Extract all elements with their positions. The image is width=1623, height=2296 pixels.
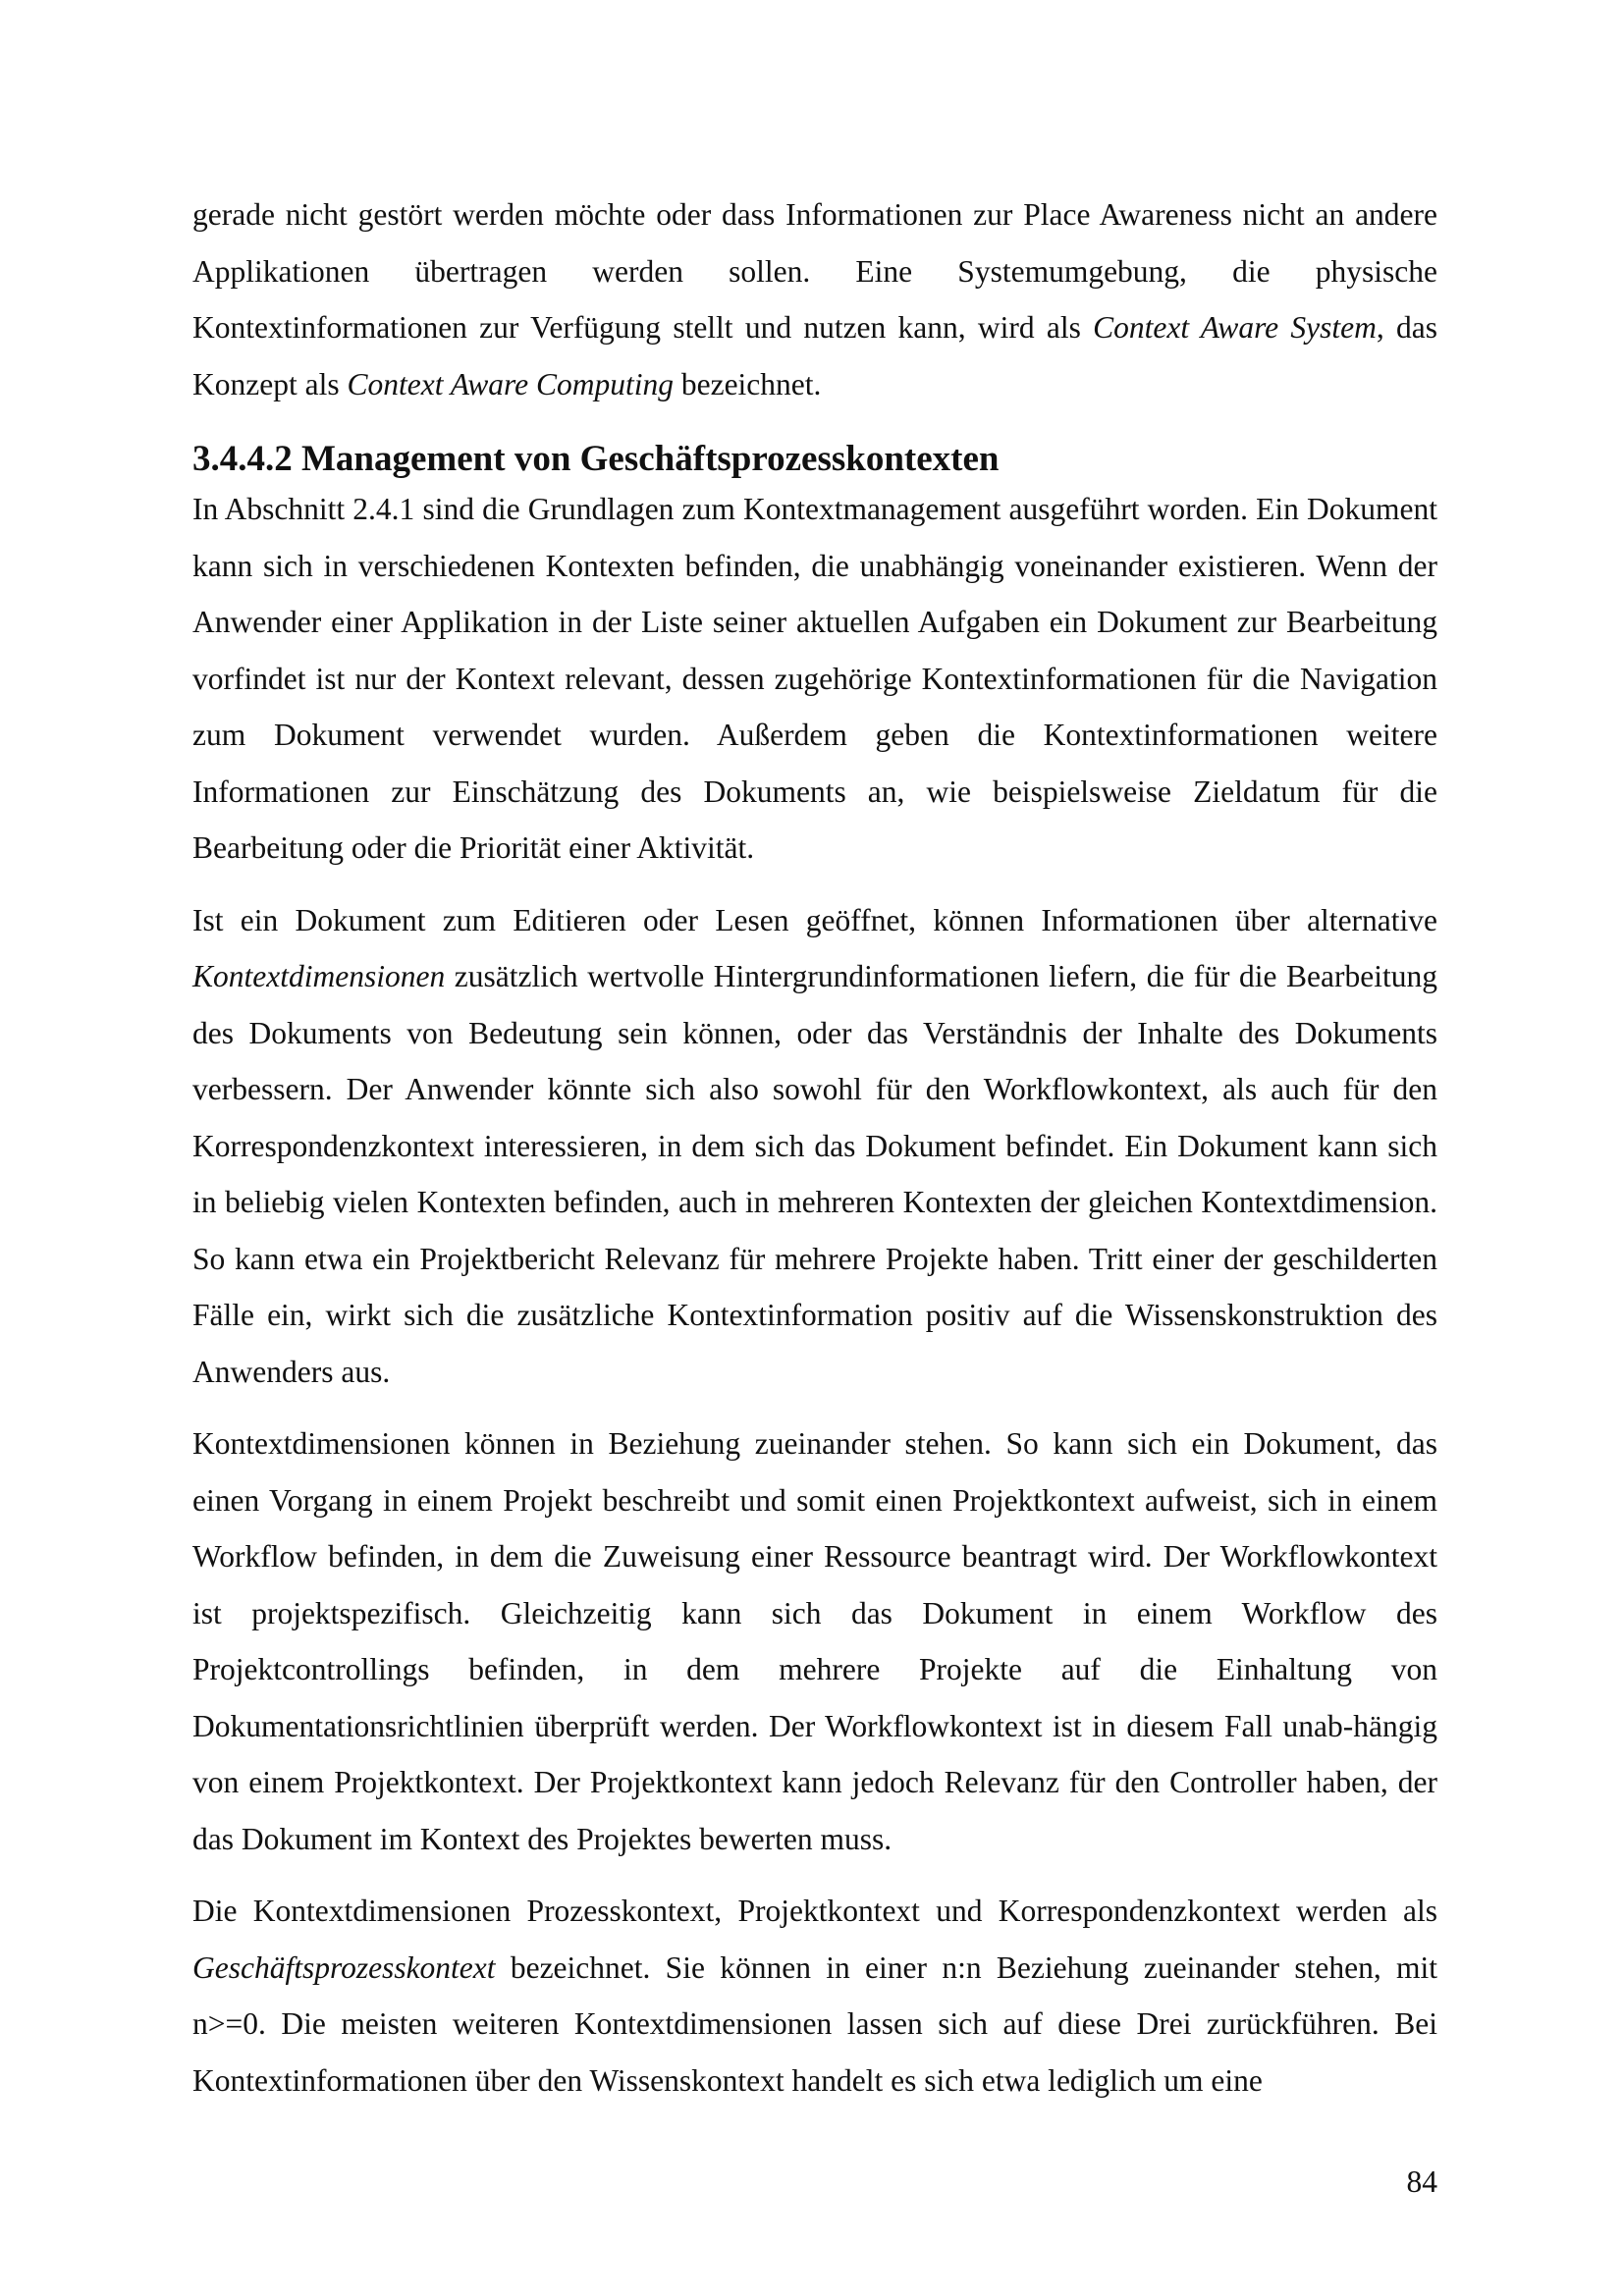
text-run: bezeichnet. — [673, 366, 822, 401]
emphasis-term: Kontextdimensionen — [192, 959, 446, 993]
paragraph-business-process-context — [192, 1883, 1437, 2109]
text-run: Die Kontextdimensionen Prozesskontext, Projektkontext und Korrespondenzkontext werden als — [192, 1894, 1437, 1928]
text-run: zusätzlich wertvolle Hintergrundinformationen liefern, die für die Bearbeitung des Dokuments von Bedeutung sein können, oder das Verständnis der Inhalte des Dokuments verbessern. Der Anwender könnte sich also sowohl für den Workflowkontext, als auch für den Korrespondenzkontext interessieren, in dem sich das Dokument befindet. Ein Dokument kann sich in beliebig vielen Kontexten befinden, auch in mehreren Kontexten der gleichen Kontextdimension. So kann etwa ein Projektbericht Relevanz für mehrere Projekte haben. Tritt einer der geschilderten Fälle ein, wirkt sich die zusätzliche Kontextinformation positiv auf die Wissenskonstruktion des Anwenders aus. — [192, 959, 1437, 1389]
paragraph-intro — [192, 187, 1437, 412]
emphasis-term: Context Aware System — [1093, 310, 1377, 345]
text-run: Ist ein Dokument zum Editieren oder Lesen geöffnet, können Informationen über alternative — [192, 902, 1437, 937]
emphasis-term: Geschäftsprozesskontext — [192, 1949, 496, 1985]
section-heading: 3.4.4.2 Management von Geschäftsprozesskontexten — [192, 439, 1000, 479]
text-run: gerade nicht gestört werden möchte oder dass Informationen zur Place Awareness nicht an andere Applikationen übertragen werden sollen. Eine Systemumgebung, die physische Kontextinformationen zur Verfügung stellt und nutzen kann, wird als — [192, 197, 1437, 345]
text-run: Kontextdimensionen können in Beziehung zueinander stehen. So kann sich ein Dokument, das einen Vorgang in einem Projekt beschreibt und somit einen Projektkontext aufweist, sich in einem Workflow befinden, in dem die Zuweisung einer Ressource beantragt wird. Der Workflowkontext ist projektspezifisch. Gleichzeitig kann sich das Dokument in einem Workflow des Projektcontrollings befinden, in dem mehrere Projekte auf die Einhaltung von Dokumentationsrichtlinien überprüft werden. Der Workflowkontext ist in diesem Fall unab-hängig von einem Projektkontext. Der Projektkontext kann jedoch Relevanz für den Controller haben, der das Dokument im Kontext des Projektes bewerten muss. — [192, 1426, 1437, 1856]
page-body — [192, 187, 1437, 2109]
paragraph-context-management — [192, 481, 1437, 877]
paragraph-dimension-relations — [192, 1415, 1437, 1867]
text-run: , das Konzept als — [192, 310, 1437, 401]
emphasis-term: Context Aware Computing — [347, 366, 674, 401]
paragraph-context-dimensions — [192, 892, 1437, 1401]
text-run: In Abschnitt 2.4.1 sind die Grundlagen zum Kontextmanagement ausgeführt worden. Ein Dokument kann sich in verschiedenen Kontexten befinden, die unabhängig voneinander existieren. Wenn der Anwender einer Applikation in der Liste seiner aktuellen Aufgaben ein Dokument zur Bearbeitung vorfindet ist nur der Kontext relevant, dessen zugehörige Kontextinformationen für die Navigation zum Dokument verwendet wurden. Außerdem geben die Kontextinformationen weitere Informationen zur Einschätzung des Dokuments an, wie beispielsweise Zieldatum für die Bearbeitung oder die Priorität einer Aktivität. — [192, 492, 1437, 865]
page-number: 84 — [1406, 2164, 1437, 2199]
text-run: bezeichnet. Sie können in einer n:n Beziehung zueinander stehen, mit n>=0. Die meisten weiteren Kontextdimensionen lassen sich auf diese Drei zurückführen. Bei Kontextinformationen über den Wissenskontext handelt es sich etwa lediglich um eine — [192, 1949, 1437, 2098]
